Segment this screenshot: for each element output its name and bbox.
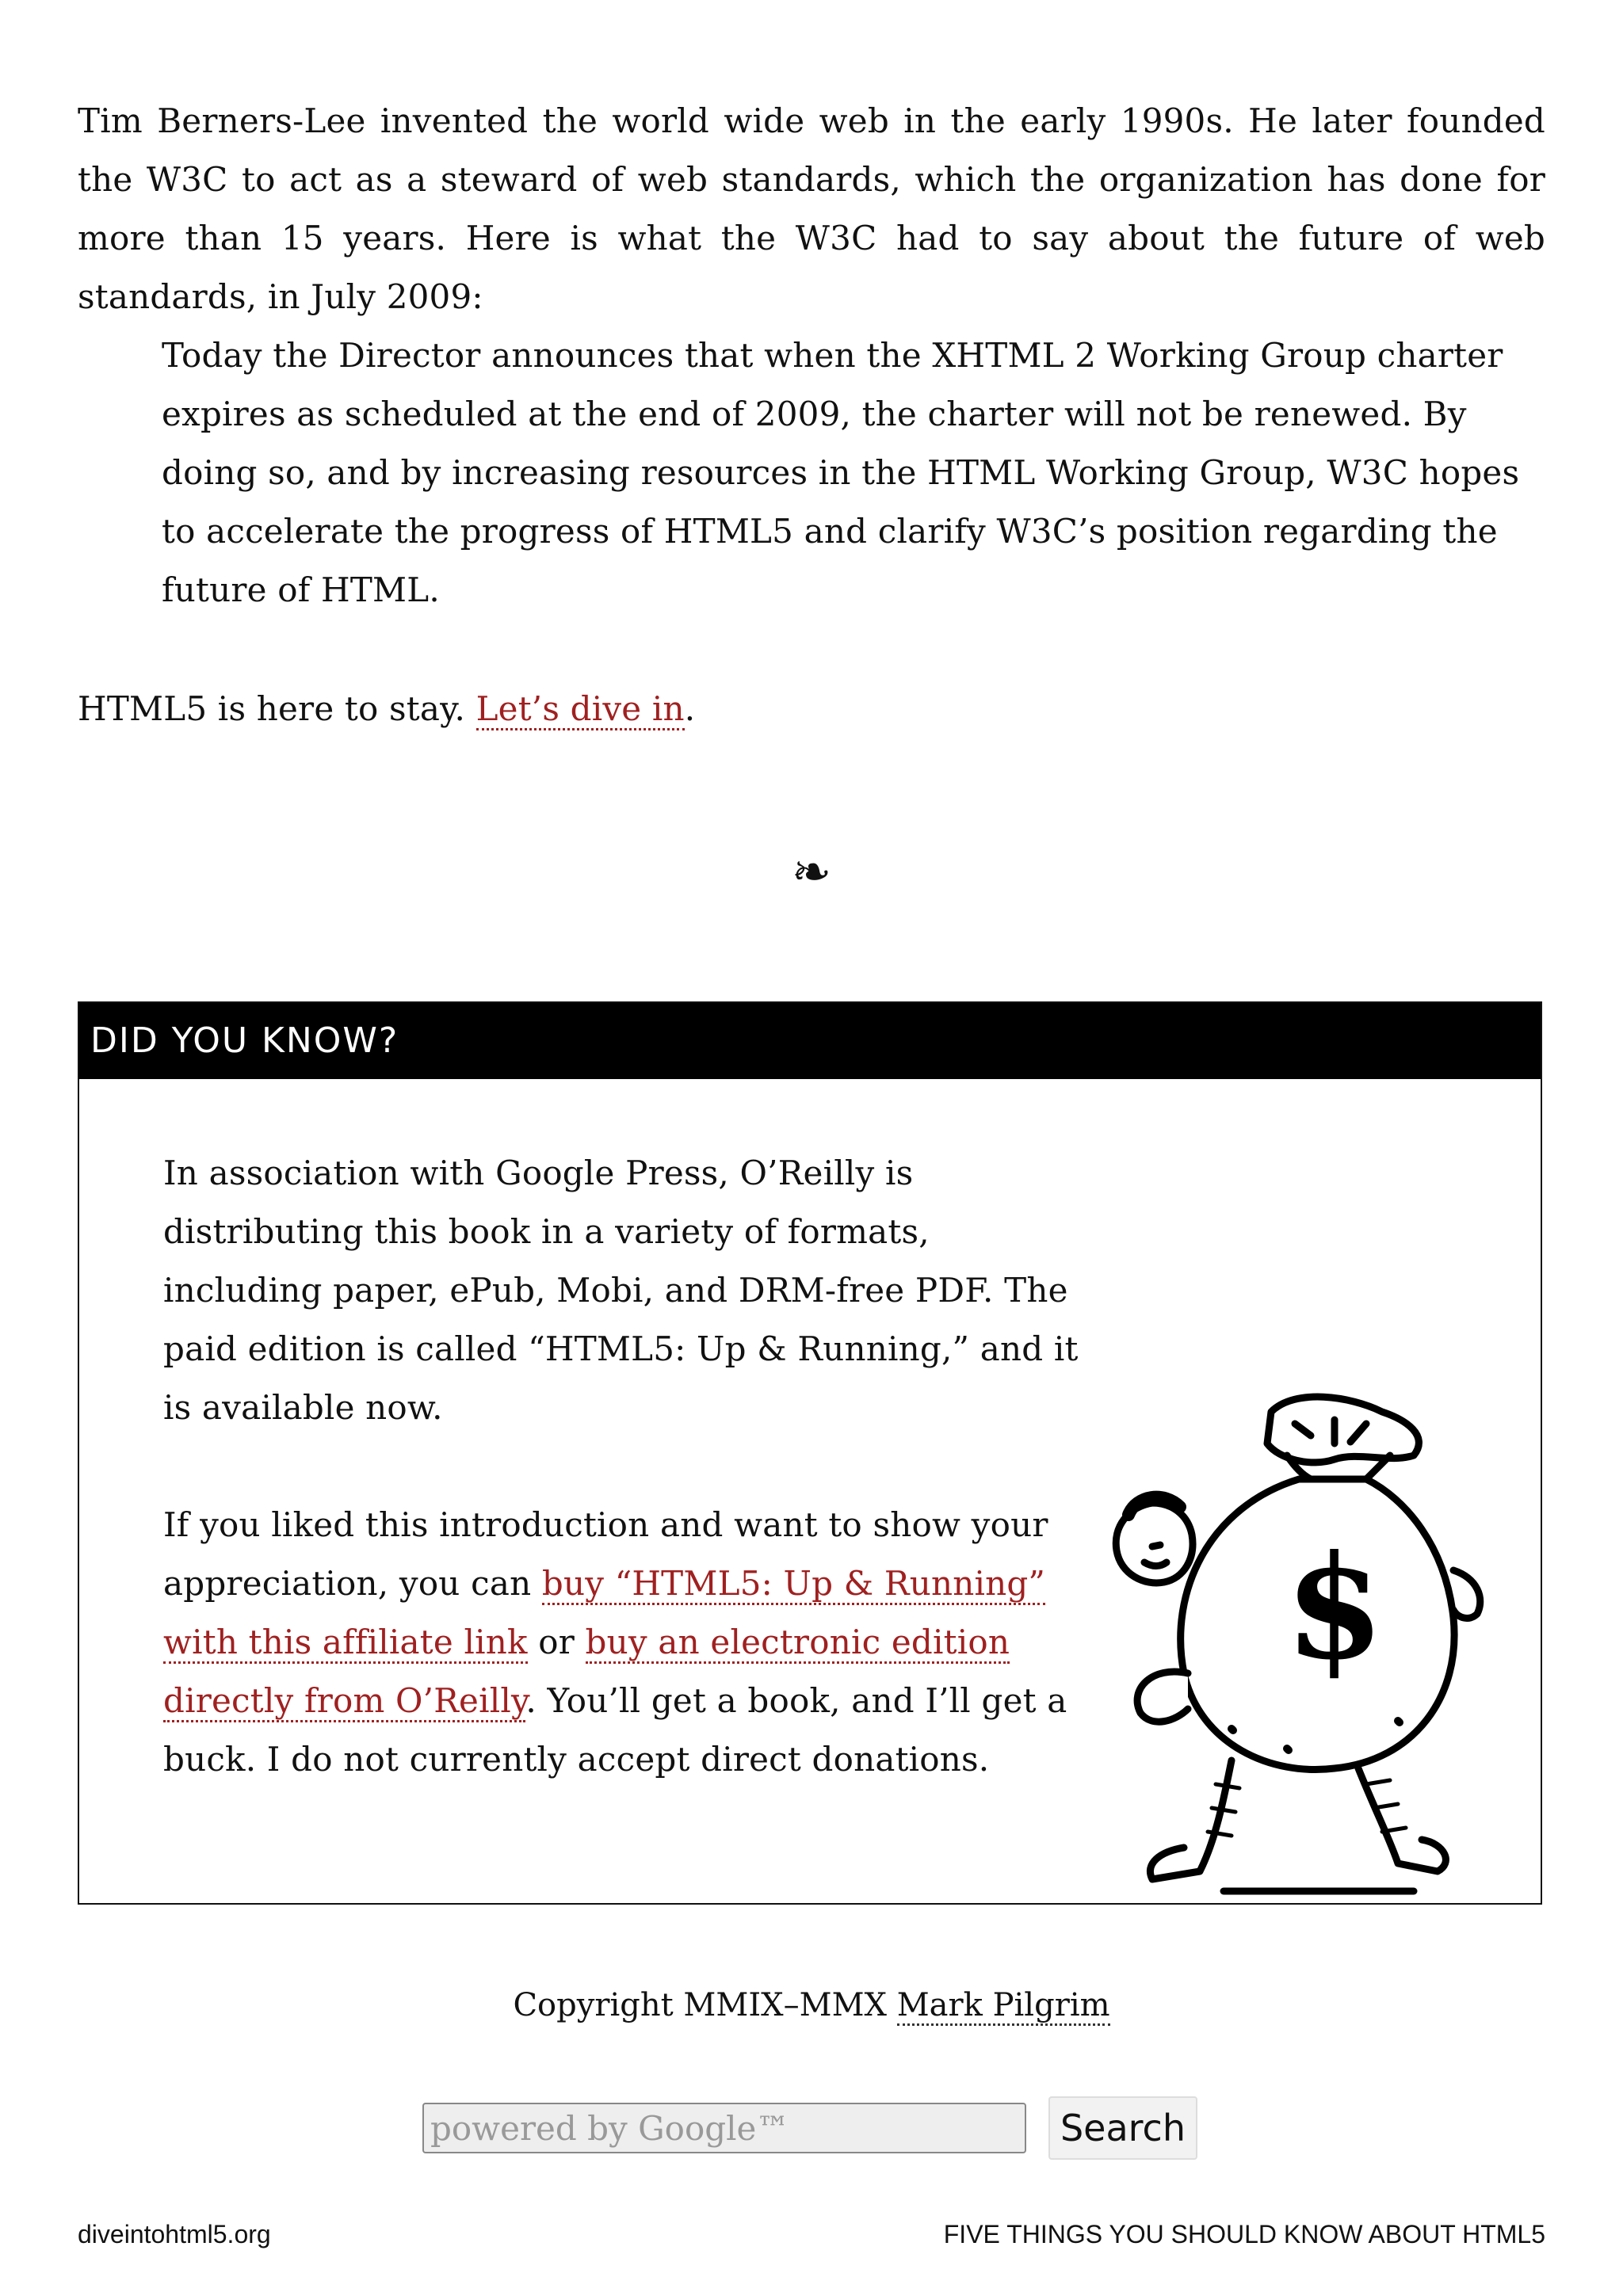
copyright-line — [78, 1976, 1545, 2035]
closing-paragraph — [78, 680, 695, 738]
search-input[interactable] — [422, 2103, 1026, 2153]
fleuron-divider: ❧ — [791, 845, 832, 900]
footer-site-name: diveintohtml5.org — [78, 2220, 271, 2248]
support-text-start: If you liked this introduction and want to show your appreciation, you can — [163, 1505, 1048, 1603]
support-text-mid: or — [527, 1623, 586, 1661]
closing-period: . — [684, 689, 696, 728]
affiliate-link[interactable]: buy “HTML5: Up & Running” with this affiliate link — [163, 1564, 1045, 1664]
intro-paragraph: Tim Berners-Lee invented the world wide web in the early 1990s. He later founded the W3C to act as a steward of web standards, which the organization has done for more than 15 years. Here is what the W3C had to say about the future of web standards, in July 2009: — [78, 101, 1545, 316]
copyright-text: Copyright MMIX–MMX — [513, 1987, 897, 2023]
author-link[interactable]: Mark Pilgrim — [897, 1987, 1110, 2026]
did-you-know-box — [78, 1001, 1542, 1905]
quote-text: Today the Director announces that when the XHTML 2 Working Group charter expires as scheduled at the end of 2009, the charter will not be renewed. By doing so, and by increasing resources in the HTML Working Group, W3C hopes to accelerate the progress of HTML5 and clarify W3C’s position regarding the future of HTML. — [162, 336, 1520, 609]
dive-in-link[interactable]: Let’s dive in — [476, 689, 685, 730]
closing-text: HTML5 is here to stay. — [78, 689, 476, 728]
search-button[interactable]: Search — [1048, 2096, 1197, 2160]
footer-page-title: FIVE THINGS YOU SHOULD KNOW ABOUT HTML5 — [943, 2220, 1545, 2248]
formats-paragraph: In association with Google Press, O’Reilly is distributing this book in a variety of formats, including paper, ePub, Mobi, and DRM-free PDF. The paid edition is called “HTML5: Up & Running,” and it is available now. — [163, 1154, 1079, 1427]
support-paragraph — [163, 1496, 1098, 1789]
dollar-sign: $ — [1285, 1524, 1384, 1691]
oreilly-ebook-link[interactable]: buy an electronic edition directly from O’Reilly — [163, 1623, 1010, 1722]
did-you-know-body — [163, 1144, 1098, 1789]
w3c-quote — [162, 326, 1525, 620]
did-you-know-title: DID YOU KNOW? — [79, 1003, 1541, 1079]
support-text-end: . You’ll get a book, and I’ll get a buck. I do not currently accept direct donations. — [163, 1681, 1067, 1779]
money-bag-illustration — [1097, 1388, 1493, 1903]
